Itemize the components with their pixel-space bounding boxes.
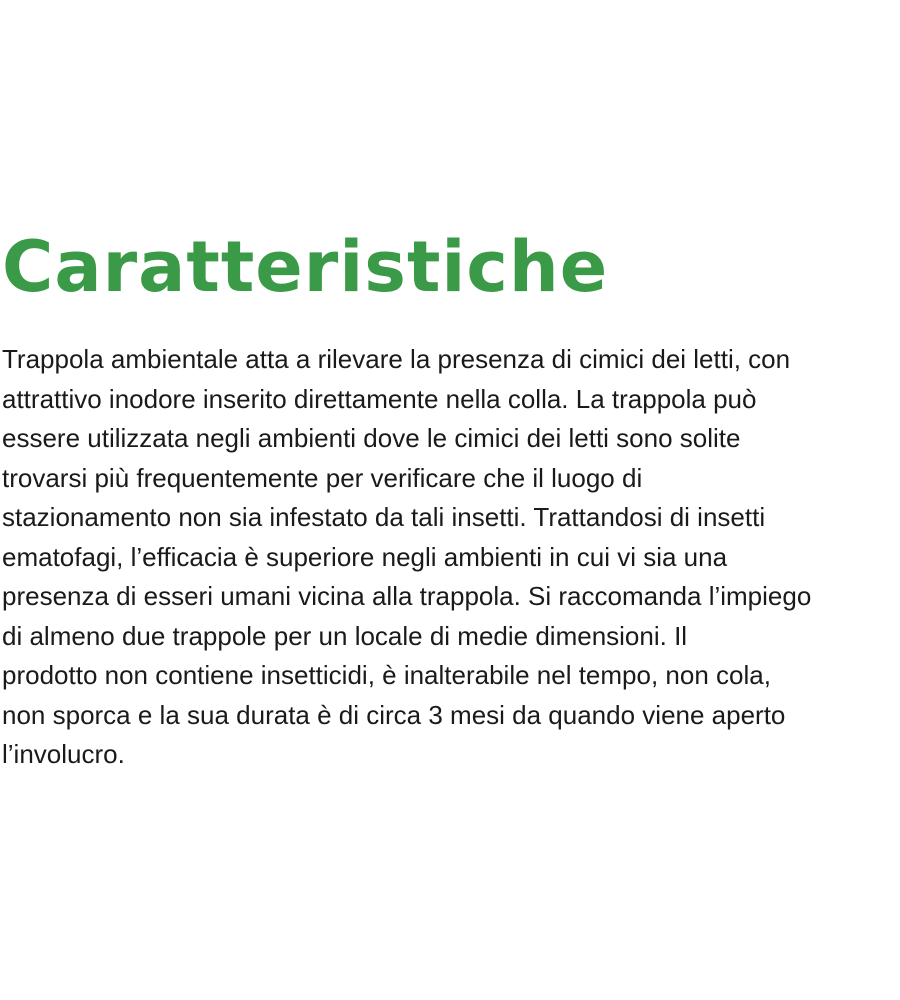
description-line: attrattivo inodore inserito direttamente nella colla. La trappola può [2, 383, 757, 414]
description-line: Trappola ambientale atta a rilevare la presenza di cimici dei letti, con [2, 344, 791, 374]
description-line: presenza di esseri umani vicina alla trappola. Si raccomanda l’impiego [2, 581, 812, 611]
description-line: essere utilizzata negli ambienti dove le cimici dei letti sono solite [2, 423, 741, 453]
description-line: trovarsi più frequentemente per verificare che il luogo di [2, 462, 643, 493]
description-line: ematofagi, l’efficacia è superiore negli ambienti in cui vi sia una [2, 541, 728, 572]
section-heading: Caratteristiche [2, 226, 609, 308]
description-paragraph [2, 340, 898, 775]
description-line: non sporca e la sua durata è di circa 3 mesi da quando viene aperto [2, 699, 786, 730]
description-line: l’involucro. [2, 739, 125, 769]
description-line: stazionamento non sia infestato da tali insetti. Trattandosi di insetti [2, 502, 766, 532]
description-line: di almeno due trappole per un locale di medie dimensioni. Il [2, 620, 688, 651]
description-line: prodotto non contiene insetticidi, è inalterabile nel tempo, non cola, [2, 660, 771, 690]
